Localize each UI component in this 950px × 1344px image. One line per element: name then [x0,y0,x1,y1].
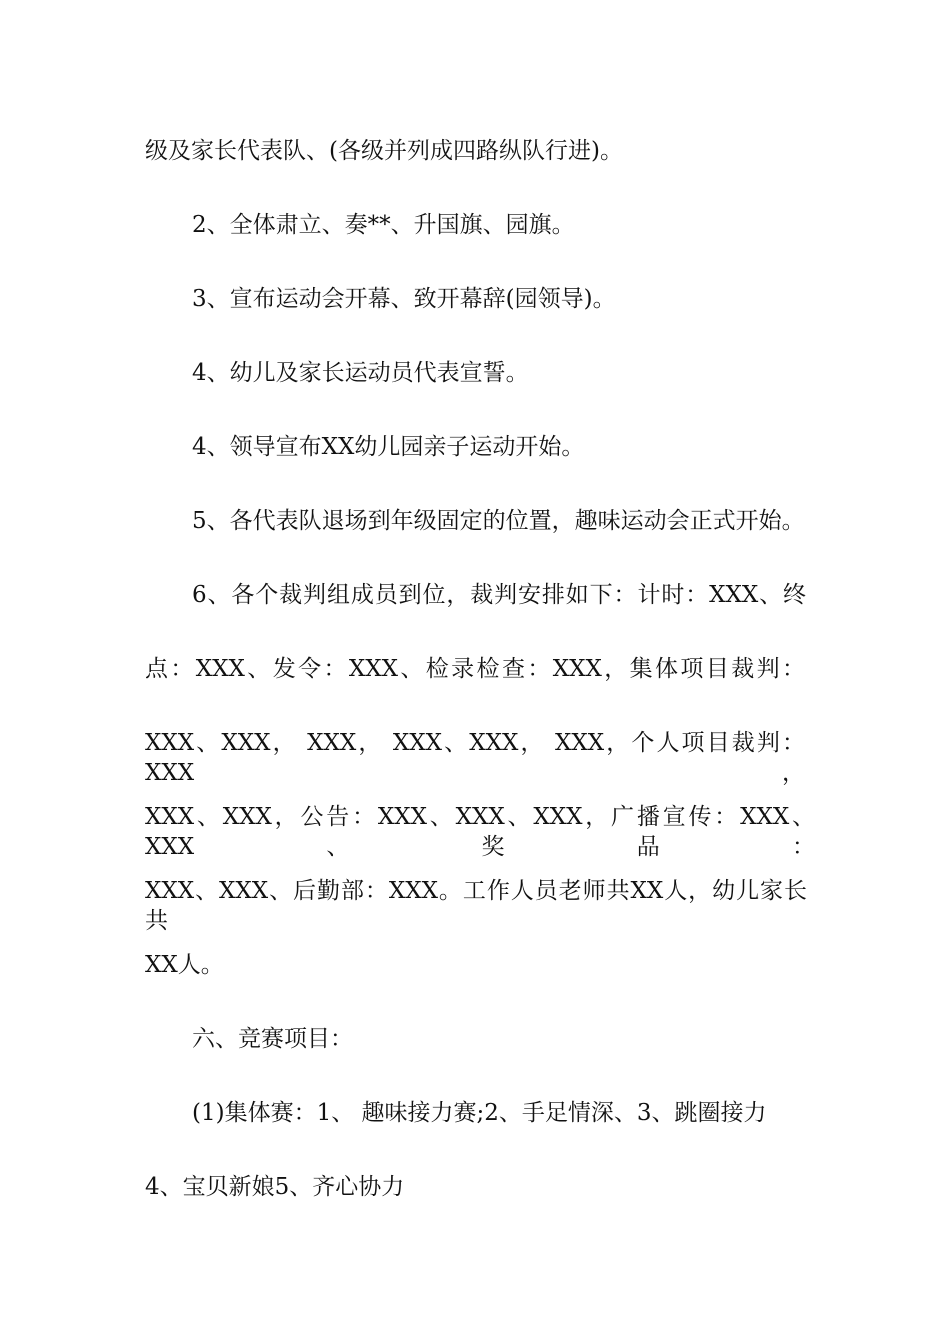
paragraph-item-2: 2、全体肃立、奏**、升国旗、园旗。 [192,212,575,238]
paragraph-item-6-line-6: XX人。 [145,952,224,978]
paragraph-item-6-line-1: 6、各个裁判组成员到位，裁判安排如下：计时：XXX、终 [192,582,806,608]
section-heading-competition-items: 六、竞赛项目： [192,1026,353,1052]
paragraph-item-6-line-3: XXX、XXX， XXX， XXX、XXX， XXX，个人项目裁判：XXX， [145,730,805,786]
paragraph-item-6-line-5: XXX、XXX、后勤部：XXX。工作人员老师共XX人，幼儿家长共 [145,878,807,934]
group-events-line-1: (1)集体赛：1、 趣味接力赛;2、手足情深、3、跳圈接力 [192,1100,767,1126]
group-events-line-2: 4、宝贝新娘5、齐心协力 [145,1174,405,1200]
paragraph-item-4b: 4、领导宣布XX幼儿园亲子运动开始。 [192,434,585,460]
paragraph-item-6-line-4: XXX、XXX，公告：XXX、XXX、XXX，广播宣传：XXX、XXX、奖品： [145,804,815,860]
paragraph-item-6-line-2: 点：XXX、发令：XXX、检录检查：XXX，集体项目裁判： [145,656,805,682]
paragraph-item-5: 5、各代表队退场到年级固定的位置，趣味运动会正式开始。 [192,508,805,534]
paragraph-item-4a: 4、幼儿及家长运动员代表宣誓。 [192,360,529,386]
paragraph-item-3: 3、宣布运动会开幕、致开幕辞(园领导)。 [192,286,616,312]
paragraph-line-1: 级及家长代表队、(各级并列成四路纵队行进)。 [145,138,623,164]
